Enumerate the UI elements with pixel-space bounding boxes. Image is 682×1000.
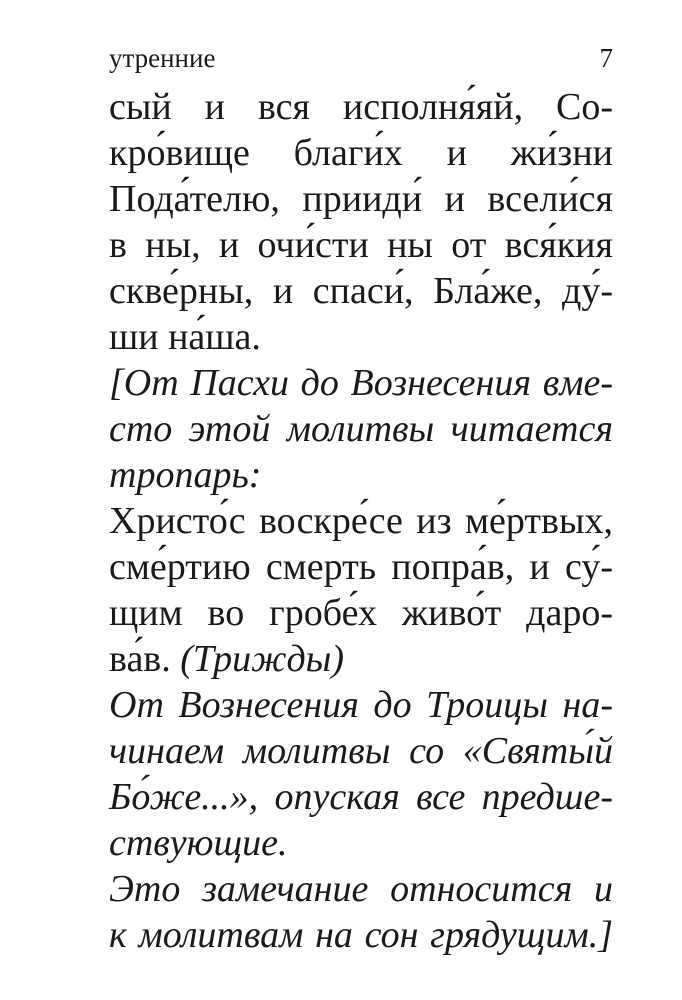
- rubric-line: От Вознесения до Троицы на-: [109, 684, 613, 726]
- troparion-line: Христо́с воскре́се из ме́ртвых,: [109, 500, 613, 542]
- rubric-line: чинаем молитвы со «Святы́й: [109, 730, 613, 772]
- troparion-line: сме́ртию смерть попра́в, и су́-: [109, 546, 613, 588]
- body-text: [109, 84, 613, 958]
- rubric-line: сто этой молитвы читается: [109, 408, 613, 450]
- book-page: [109, 38, 613, 958]
- rubric-line: Бо́же...», опуская все предше-: [109, 776, 613, 818]
- rubric-line: ствующие.: [109, 822, 288, 864]
- text-line: в ны, и очи́сти ны от вся́кия: [109, 224, 613, 266]
- text-line: скве́рны, и спаси́, Бла́же, ду́-: [109, 270, 613, 312]
- running-title: утренние: [109, 43, 216, 73]
- rubric-line: тропарь:: [109, 454, 262, 496]
- running-head: [109, 38, 613, 78]
- text-line: Пода́телю, прииди́ и всели́ся: [109, 178, 613, 220]
- rubric-line: к молитвам на сон грядущим.]: [109, 914, 613, 956]
- troparion-final-word: ва́в.: [109, 638, 171, 680]
- troparion-last-line: [109, 636, 613, 682]
- text-line: кро́вище благи́х и жи́зни: [109, 132, 613, 174]
- text-line: сый и вся исполня́яй, Со-: [109, 86, 613, 128]
- troparion-line: щим во гробе́х живо́т даро-: [109, 592, 613, 634]
- page-number: 7: [599, 43, 613, 73]
- repeat-rubric: (Трижды): [180, 638, 345, 680]
- rubric-line: Это замечание относится и: [109, 868, 613, 910]
- rubric-line: [От Пасхи до Вознесения вме-: [109, 362, 613, 404]
- text-line: ши на́ша.: [109, 316, 261, 358]
